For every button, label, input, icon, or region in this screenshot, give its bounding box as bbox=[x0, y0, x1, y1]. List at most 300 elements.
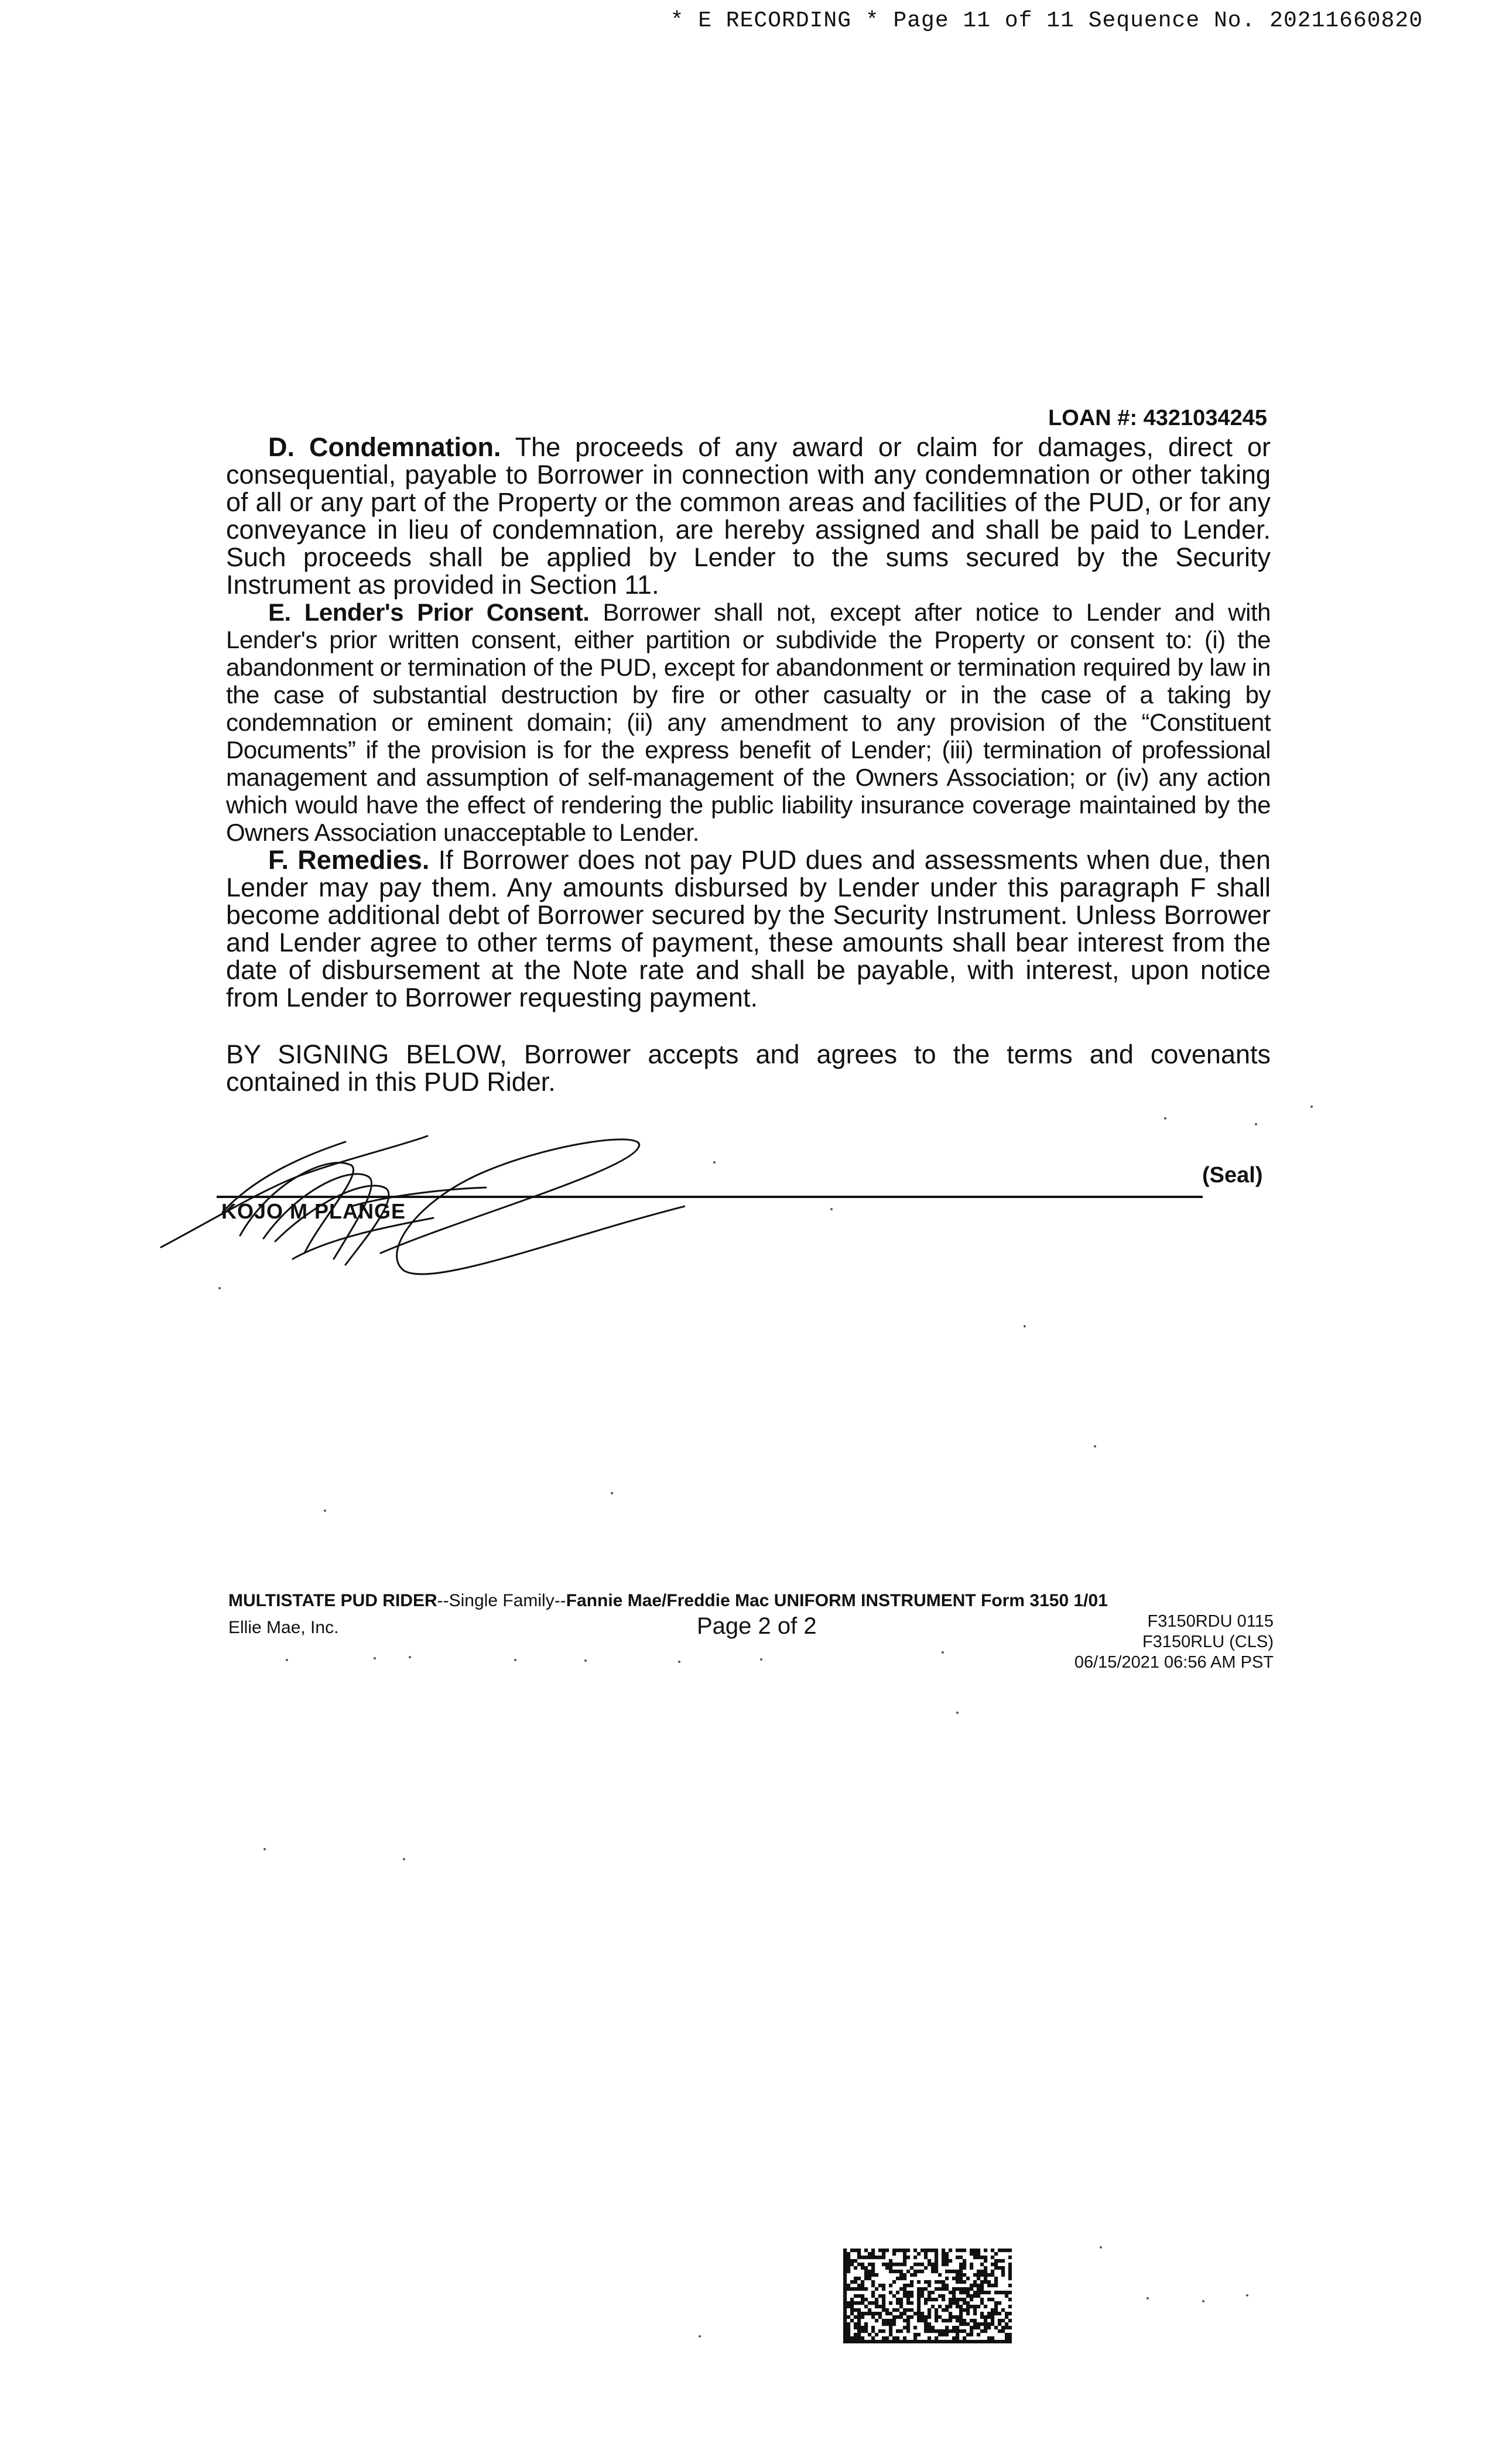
barcode-cell bbox=[928, 2315, 931, 2319]
barcode-cell bbox=[871, 2326, 875, 2329]
barcode-cell bbox=[963, 2273, 966, 2277]
barcode-cell bbox=[882, 2284, 885, 2287]
barcode-cell bbox=[878, 2284, 882, 2287]
barcode-cell bbox=[935, 2298, 938, 2301]
barcode-cell bbox=[956, 2256, 959, 2259]
barcode-cell bbox=[892, 2249, 896, 2252]
barcode-cell bbox=[945, 2252, 949, 2256]
barcode-cell bbox=[910, 2273, 913, 2277]
barcode-cell bbox=[970, 2252, 973, 2256]
barcode-cell bbox=[991, 2340, 994, 2343]
barcode-cell bbox=[910, 2266, 913, 2270]
barcode-cell bbox=[966, 2312, 970, 2315]
barcode-cell bbox=[931, 2340, 935, 2343]
barcode-cell bbox=[871, 2270, 875, 2273]
barcode-cell bbox=[864, 2270, 868, 2273]
barcode-cell bbox=[949, 2340, 952, 2343]
barcode-cell bbox=[928, 2291, 931, 2294]
barcode-cell bbox=[857, 2301, 861, 2305]
barcode-cell bbox=[847, 2340, 850, 2343]
section-text: The proceeds of any award or claim for damages, direct or consequential, payable to Borrower in connection with any condemnation or other taking of all or any part of the Property or the common areas and facilities of the PUD, or for any conveyance in lieu of condemnation, are hereby assigned and shall be paid to Lender. Such proceeds shall be applied by Lender to the sums secured by the Security Instrument as provided in Section 11. bbox=[226, 432, 1271, 600]
barcode-cell bbox=[973, 2322, 977, 2326]
barcode-cell bbox=[892, 2336, 896, 2340]
barcode-cell bbox=[952, 2340, 956, 2343]
barcode-cell bbox=[998, 2312, 1001, 2315]
barcode-cell bbox=[977, 2273, 980, 2277]
barcode-cell bbox=[994, 2301, 998, 2305]
barcode-cell bbox=[1001, 2326, 1005, 2329]
barcode-cell bbox=[973, 2319, 977, 2322]
barcode-cell bbox=[984, 2280, 987, 2284]
barcode-cell bbox=[1001, 2340, 1005, 2343]
barcode-cell bbox=[977, 2256, 980, 2259]
barcode-cell bbox=[917, 2287, 920, 2291]
barcode-cell bbox=[973, 2294, 977, 2298]
barcode-cell bbox=[854, 2333, 857, 2336]
barcode-cell bbox=[1001, 2266, 1005, 2270]
barcode-cell bbox=[889, 2270, 892, 2273]
barcode-cell bbox=[868, 2277, 871, 2280]
barcode-cell bbox=[920, 2294, 924, 2298]
barcode-cell bbox=[956, 2326, 959, 2329]
footer-title-part: Fannie Mae/Freddie Mac UNIFORM INSTRUMENT Form 3150 1/01 bbox=[566, 1591, 1108, 1610]
barcode-cell bbox=[980, 2298, 984, 2301]
barcode-cell bbox=[899, 2287, 903, 2291]
barcode-cell bbox=[906, 2326, 910, 2329]
barcode-cell bbox=[857, 2319, 861, 2322]
barcode-cell bbox=[910, 2315, 913, 2319]
barcode-cell bbox=[861, 2298, 864, 2301]
barcode-cell bbox=[871, 2263, 875, 2266]
barcode-cell bbox=[959, 2319, 963, 2322]
barcode-cell bbox=[899, 2329, 903, 2333]
barcode-cell bbox=[1008, 2312, 1012, 2315]
barcode-cell bbox=[843, 2326, 847, 2329]
barcode-cell bbox=[959, 2277, 963, 2280]
barcode-cell bbox=[945, 2277, 949, 2280]
barcode-cell bbox=[966, 2322, 970, 2326]
barcode-cell bbox=[917, 2291, 920, 2294]
barcode-cell bbox=[861, 2315, 864, 2319]
barcode-cell bbox=[1005, 2333, 1008, 2336]
barcode-cell bbox=[889, 2291, 892, 2294]
barcode-cell bbox=[843, 2336, 847, 2340]
barcode-cell bbox=[920, 2319, 924, 2322]
barcode-cell bbox=[998, 2322, 1001, 2326]
barcode-cell bbox=[991, 2249, 994, 2252]
barcode-cell bbox=[977, 2270, 980, 2273]
barcode-cell bbox=[871, 2312, 875, 2315]
barcode-cell bbox=[885, 2312, 889, 2315]
barcode-cell bbox=[963, 2263, 966, 2266]
barcode-cell bbox=[994, 2266, 998, 2270]
barcode-cell bbox=[963, 2301, 966, 2305]
barcode-cell bbox=[977, 2291, 980, 2294]
barcode-cell bbox=[906, 2294, 910, 2298]
barcode-cell bbox=[1008, 2266, 1012, 2270]
barcode-cell bbox=[984, 2340, 987, 2343]
barcode-cell bbox=[1001, 2259, 1005, 2263]
barcode-cell bbox=[959, 2287, 963, 2291]
barcode-cell bbox=[1008, 2249, 1012, 2252]
barcode-cell bbox=[942, 2284, 945, 2287]
rider-body bbox=[226, 433, 1271, 1096]
barcode-cell bbox=[959, 2280, 963, 2284]
section-heading: D. Condemnation. bbox=[268, 432, 501, 462]
barcode-cell bbox=[1008, 2305, 1012, 2308]
barcode-cell bbox=[956, 2277, 959, 2280]
footer-form-title bbox=[228, 1591, 1108, 1611]
barcode-cell bbox=[977, 2287, 980, 2291]
seal-label: (Seal) bbox=[1202, 1163, 1263, 1187]
barcode-cell bbox=[892, 2315, 896, 2319]
barcode-cell bbox=[980, 2329, 984, 2333]
barcode-cell bbox=[903, 2312, 906, 2315]
barcode-cell bbox=[896, 2263, 899, 2266]
barcode-cell bbox=[850, 2263, 854, 2266]
barcode-cell bbox=[970, 2298, 973, 2301]
barcode-cell bbox=[878, 2340, 882, 2343]
barcode-cell bbox=[885, 2266, 889, 2270]
barcode-cell bbox=[871, 2266, 875, 2270]
barcode-cell bbox=[913, 2256, 917, 2259]
barcode-cell bbox=[956, 2287, 959, 2291]
barcode-cell bbox=[966, 2291, 970, 2294]
barcode-cell bbox=[973, 2249, 977, 2252]
barcode-cell bbox=[942, 2298, 945, 2301]
barcode-cell bbox=[952, 2287, 956, 2291]
barcode-cell bbox=[889, 2319, 892, 2322]
barcode-cell bbox=[920, 2263, 924, 2266]
barcode-cell bbox=[963, 2259, 966, 2263]
barcode-cell bbox=[980, 2340, 984, 2343]
barcode-cell bbox=[987, 2340, 991, 2343]
barcode-cell bbox=[956, 2280, 959, 2284]
loan-number: LOAN #: 4321034245 bbox=[1048, 406, 1267, 430]
barcode-cell bbox=[928, 2298, 931, 2301]
barcode-cell bbox=[878, 2256, 882, 2259]
barcode-cell bbox=[896, 2291, 899, 2294]
barcode-cell bbox=[959, 2291, 963, 2294]
barcode-cell bbox=[935, 2270, 938, 2273]
barcode-cell bbox=[889, 2263, 892, 2266]
barcode-cell bbox=[931, 2305, 935, 2308]
barcode-cell bbox=[885, 2340, 889, 2343]
barcode-cell bbox=[949, 2291, 952, 2294]
barcode-cell bbox=[963, 2340, 966, 2343]
barcode-cell bbox=[956, 2315, 959, 2319]
barcode-cell bbox=[892, 2270, 896, 2273]
barcode-cell bbox=[931, 2291, 935, 2294]
section-condemnation bbox=[226, 433, 1271, 598]
barcode-cell bbox=[917, 2333, 920, 2336]
barcode-cell bbox=[945, 2326, 949, 2329]
barcode-cell bbox=[924, 2280, 928, 2284]
barcode-cell bbox=[882, 2319, 885, 2322]
barcode-cell bbox=[920, 2315, 924, 2319]
barcode-cell bbox=[847, 2287, 850, 2291]
barcode-cell bbox=[875, 2298, 878, 2301]
barcode-cell bbox=[945, 2256, 949, 2259]
barcode-cell bbox=[878, 2329, 882, 2333]
barcode-cell bbox=[998, 2249, 1001, 2252]
barcode-cell bbox=[924, 2340, 928, 2343]
barcode-cell bbox=[998, 2329, 1001, 2333]
barcode-cell bbox=[963, 2319, 966, 2322]
barcode-cell bbox=[857, 2287, 861, 2291]
barcode-cell bbox=[931, 2266, 935, 2270]
barcode-cell bbox=[868, 2256, 871, 2259]
barcode-cell bbox=[868, 2312, 871, 2315]
barcode-cell bbox=[843, 2340, 847, 2343]
barcode-cell bbox=[889, 2329, 892, 2333]
barcode-cell bbox=[847, 2284, 850, 2287]
barcode-cell bbox=[889, 2322, 892, 2326]
barcode-cell bbox=[850, 2280, 854, 2284]
barcode-cell bbox=[987, 2273, 991, 2277]
barcode-cell bbox=[973, 2273, 977, 2277]
barcode-cell bbox=[952, 2336, 956, 2340]
barcode-cell bbox=[843, 2266, 847, 2270]
barcode-cell bbox=[928, 2326, 931, 2329]
barcode-cell bbox=[850, 2259, 854, 2263]
barcode-cell bbox=[987, 2336, 991, 2340]
barcode-cell bbox=[952, 2315, 956, 2319]
barcode-cell bbox=[843, 2308, 847, 2312]
barcode-cell bbox=[980, 2322, 984, 2326]
barcode-cell bbox=[1001, 2270, 1005, 2273]
barcode-cell bbox=[994, 2280, 998, 2284]
barcode-cell bbox=[882, 2263, 885, 2266]
barcode-cell bbox=[920, 2270, 924, 2273]
barcode-cell bbox=[991, 2263, 994, 2266]
barcode-cell bbox=[1008, 2326, 1012, 2329]
barcode-cell bbox=[875, 2333, 878, 2336]
barcode-cell bbox=[882, 2308, 885, 2312]
barcode-cell bbox=[889, 2266, 892, 2270]
barcode-cell bbox=[885, 2336, 889, 2340]
barcode-cell bbox=[959, 2340, 963, 2343]
signature-line bbox=[217, 1196, 1203, 1198]
barcode-cell bbox=[854, 2280, 857, 2284]
barcode-cell bbox=[956, 2301, 959, 2305]
barcode-cell bbox=[994, 2305, 998, 2308]
barcode-cell bbox=[843, 2284, 847, 2287]
barcode-cell bbox=[938, 2287, 942, 2291]
barcode-cell bbox=[935, 2319, 938, 2322]
barcode-cell bbox=[868, 2273, 871, 2277]
barcode-cell bbox=[892, 2280, 896, 2284]
barcode-cell bbox=[977, 2340, 980, 2343]
barcode-cell bbox=[942, 2329, 945, 2333]
barcode-cell bbox=[980, 2301, 984, 2305]
barcode-cell bbox=[1008, 2284, 1012, 2287]
barcode-cell bbox=[899, 2270, 903, 2273]
barcode-cell bbox=[959, 2298, 963, 2301]
barcode-cell bbox=[998, 2301, 1001, 2305]
barcode-cell bbox=[896, 2298, 899, 2301]
barcode-cell bbox=[931, 2298, 935, 2301]
barcode-cell bbox=[966, 2287, 970, 2291]
barcode-cell bbox=[949, 2329, 952, 2333]
section-text: Borrower shall not, except after notice to Lender and with Lender's prior written consent, either partition or subdivide the Property or consent to: (i) the abandonment or termination of the PUD, except for abandonment or termination required by law in the case of substantial destruction by fire or other casualty or in the case of a taking by condemnation or eminent domain; (ii) any amendment to any provision of the “Constituent Documents” if the provision is for the express benefit of Lender; (iii) termination of professional management and assumption of self-management of the Owners Association; or (iv) any action which would have the effect of rendering the public liability insurance coverage maintained by the Owners Association unacceptable to Lender. bbox=[226, 598, 1271, 846]
barcode-cell bbox=[970, 2287, 973, 2291]
barcode-cell bbox=[847, 2263, 850, 2266]
barcode-cell bbox=[843, 2287, 847, 2291]
barcode-cell bbox=[913, 2312, 917, 2315]
barcode-cell bbox=[917, 2315, 920, 2319]
barcode-cell bbox=[906, 2298, 910, 2301]
barcode-cell bbox=[913, 2336, 917, 2340]
barcode-cell bbox=[980, 2263, 984, 2266]
barcode-cell bbox=[956, 2270, 959, 2273]
barcode-cell bbox=[892, 2340, 896, 2343]
barcode-cell bbox=[903, 2259, 906, 2263]
barcode-cell bbox=[1001, 2329, 1005, 2333]
barcode-cell bbox=[903, 2336, 906, 2340]
barcode-cell bbox=[938, 2315, 942, 2319]
barcode-cell bbox=[871, 2280, 875, 2284]
barcode-cell bbox=[1005, 2340, 1008, 2343]
barcode-cell bbox=[850, 2319, 854, 2322]
barcode-cell bbox=[984, 2319, 987, 2322]
barcode-cell bbox=[924, 2301, 928, 2305]
footer-title-part: MULTISTATE PUD RIDER bbox=[228, 1591, 437, 1610]
barcode-cell bbox=[906, 2284, 910, 2287]
barcode-cell bbox=[931, 2249, 935, 2252]
barcode-cell bbox=[935, 2312, 938, 2315]
barcode-cell bbox=[1008, 2333, 1012, 2336]
barcode-cell bbox=[1008, 2277, 1012, 2280]
barcode-cell bbox=[889, 2312, 892, 2315]
barcode-cell bbox=[850, 2336, 854, 2340]
barcode-cell bbox=[903, 2252, 906, 2256]
barcode-cell bbox=[854, 2259, 857, 2263]
barcode-cell bbox=[1008, 2263, 1012, 2266]
barcode-cell bbox=[878, 2294, 882, 2298]
barcode-cell bbox=[994, 2259, 998, 2263]
barcode-cell bbox=[854, 2301, 857, 2305]
barcode-cell bbox=[942, 2308, 945, 2312]
barcode-cell bbox=[903, 2263, 906, 2266]
barcode-cell bbox=[956, 2340, 959, 2343]
footer-page-indicator: Page 2 of 2 bbox=[697, 1613, 817, 1639]
barcode-cell bbox=[924, 2298, 928, 2301]
barcode-cell bbox=[938, 2294, 942, 2298]
barcode-cell bbox=[935, 2266, 938, 2270]
barcode-cell bbox=[847, 2259, 850, 2263]
barcode-cell bbox=[861, 2280, 864, 2284]
barcode-cell bbox=[861, 2263, 864, 2266]
barcode-cell bbox=[854, 2287, 857, 2291]
barcode-cell bbox=[1001, 2273, 1005, 2277]
barcode-cell bbox=[850, 2298, 854, 2301]
barcode-cell bbox=[903, 2294, 906, 2298]
barcode-cell bbox=[864, 2287, 868, 2291]
barcode-cell bbox=[963, 2322, 966, 2326]
barcode-cell bbox=[970, 2263, 973, 2266]
barcode-cell bbox=[896, 2340, 899, 2343]
barcode-cell bbox=[903, 2277, 906, 2280]
barcode-cell bbox=[942, 2294, 945, 2298]
barcode-cell bbox=[917, 2319, 920, 2322]
barcode-cell bbox=[959, 2266, 963, 2270]
barcode-cell bbox=[928, 2322, 931, 2326]
barcode-cell bbox=[857, 2312, 861, 2315]
barcode-cell bbox=[843, 2256, 847, 2259]
barcode-cell bbox=[847, 2266, 850, 2270]
barcode-cell bbox=[945, 2319, 949, 2322]
barcode-cell bbox=[994, 2284, 998, 2287]
barcode-cell bbox=[1005, 2312, 1008, 2315]
barcode-cell bbox=[984, 2259, 987, 2263]
barcode-cell bbox=[854, 2277, 857, 2280]
barcode-cell bbox=[945, 2287, 949, 2291]
barcode-cell bbox=[973, 2252, 977, 2256]
barcode-cell bbox=[882, 2287, 885, 2291]
barcode-cell bbox=[935, 2340, 938, 2343]
barcode-cell bbox=[956, 2273, 959, 2277]
barcode-cell bbox=[847, 2329, 850, 2333]
barcode-cell bbox=[903, 2340, 906, 2343]
barcode-cell bbox=[843, 2298, 847, 2301]
barcode-cell bbox=[987, 2284, 991, 2287]
barcode-cell bbox=[889, 2333, 892, 2336]
barcode-cell bbox=[966, 2340, 970, 2343]
barcode-cell bbox=[847, 2305, 850, 2308]
barcode-cell bbox=[973, 2280, 977, 2284]
barcode-cell bbox=[942, 2249, 945, 2252]
barcode-cell bbox=[977, 2305, 980, 2308]
barcode-cell bbox=[991, 2336, 994, 2340]
barcode-cell bbox=[928, 2340, 931, 2343]
barcode-cell bbox=[959, 2312, 963, 2315]
footer-timestamp: 06/15/2021 06:56 AM PST bbox=[1074, 1653, 1274, 1672]
barcode-cell bbox=[847, 2322, 850, 2326]
barcode-cell bbox=[854, 2266, 857, 2270]
barcode-cell bbox=[980, 2315, 984, 2319]
barcode-cell bbox=[1005, 2249, 1008, 2252]
barcode-cell bbox=[970, 2305, 973, 2308]
barcode-cell bbox=[945, 2329, 949, 2333]
barcode-cell bbox=[973, 2291, 977, 2294]
barcode-cell bbox=[970, 2319, 973, 2322]
recording-banner: * E RECORDING * Page 11 of 11 Sequence No. 20211660820 bbox=[670, 8, 1423, 33]
barcode-cell bbox=[931, 2270, 935, 2273]
barcode-cell bbox=[952, 2277, 956, 2280]
barcode-cell bbox=[1008, 2291, 1012, 2294]
barcode-cell bbox=[1005, 2294, 1008, 2298]
barcode-cell bbox=[938, 2340, 942, 2343]
barcode-cell bbox=[942, 2256, 945, 2259]
barcode-cell bbox=[987, 2312, 991, 2315]
barcode-cell bbox=[906, 2308, 910, 2312]
barcode-cell bbox=[871, 2252, 875, 2256]
barcode-cell bbox=[868, 2270, 871, 2273]
barcode-cell bbox=[959, 2315, 963, 2319]
barcode-cell bbox=[847, 2252, 850, 2256]
barcode-cell bbox=[854, 2336, 857, 2340]
barcode-cell bbox=[843, 2252, 847, 2256]
barcode-cell bbox=[998, 2340, 1001, 2343]
barcode-cell bbox=[885, 2263, 889, 2266]
barcode-cell bbox=[899, 2315, 903, 2319]
barcode-cell bbox=[910, 2291, 913, 2294]
barcode-cell bbox=[920, 2249, 924, 2252]
barcode-cell bbox=[850, 2312, 854, 2315]
barcode-cell bbox=[945, 2270, 949, 2273]
barcode-cell bbox=[864, 2305, 868, 2308]
